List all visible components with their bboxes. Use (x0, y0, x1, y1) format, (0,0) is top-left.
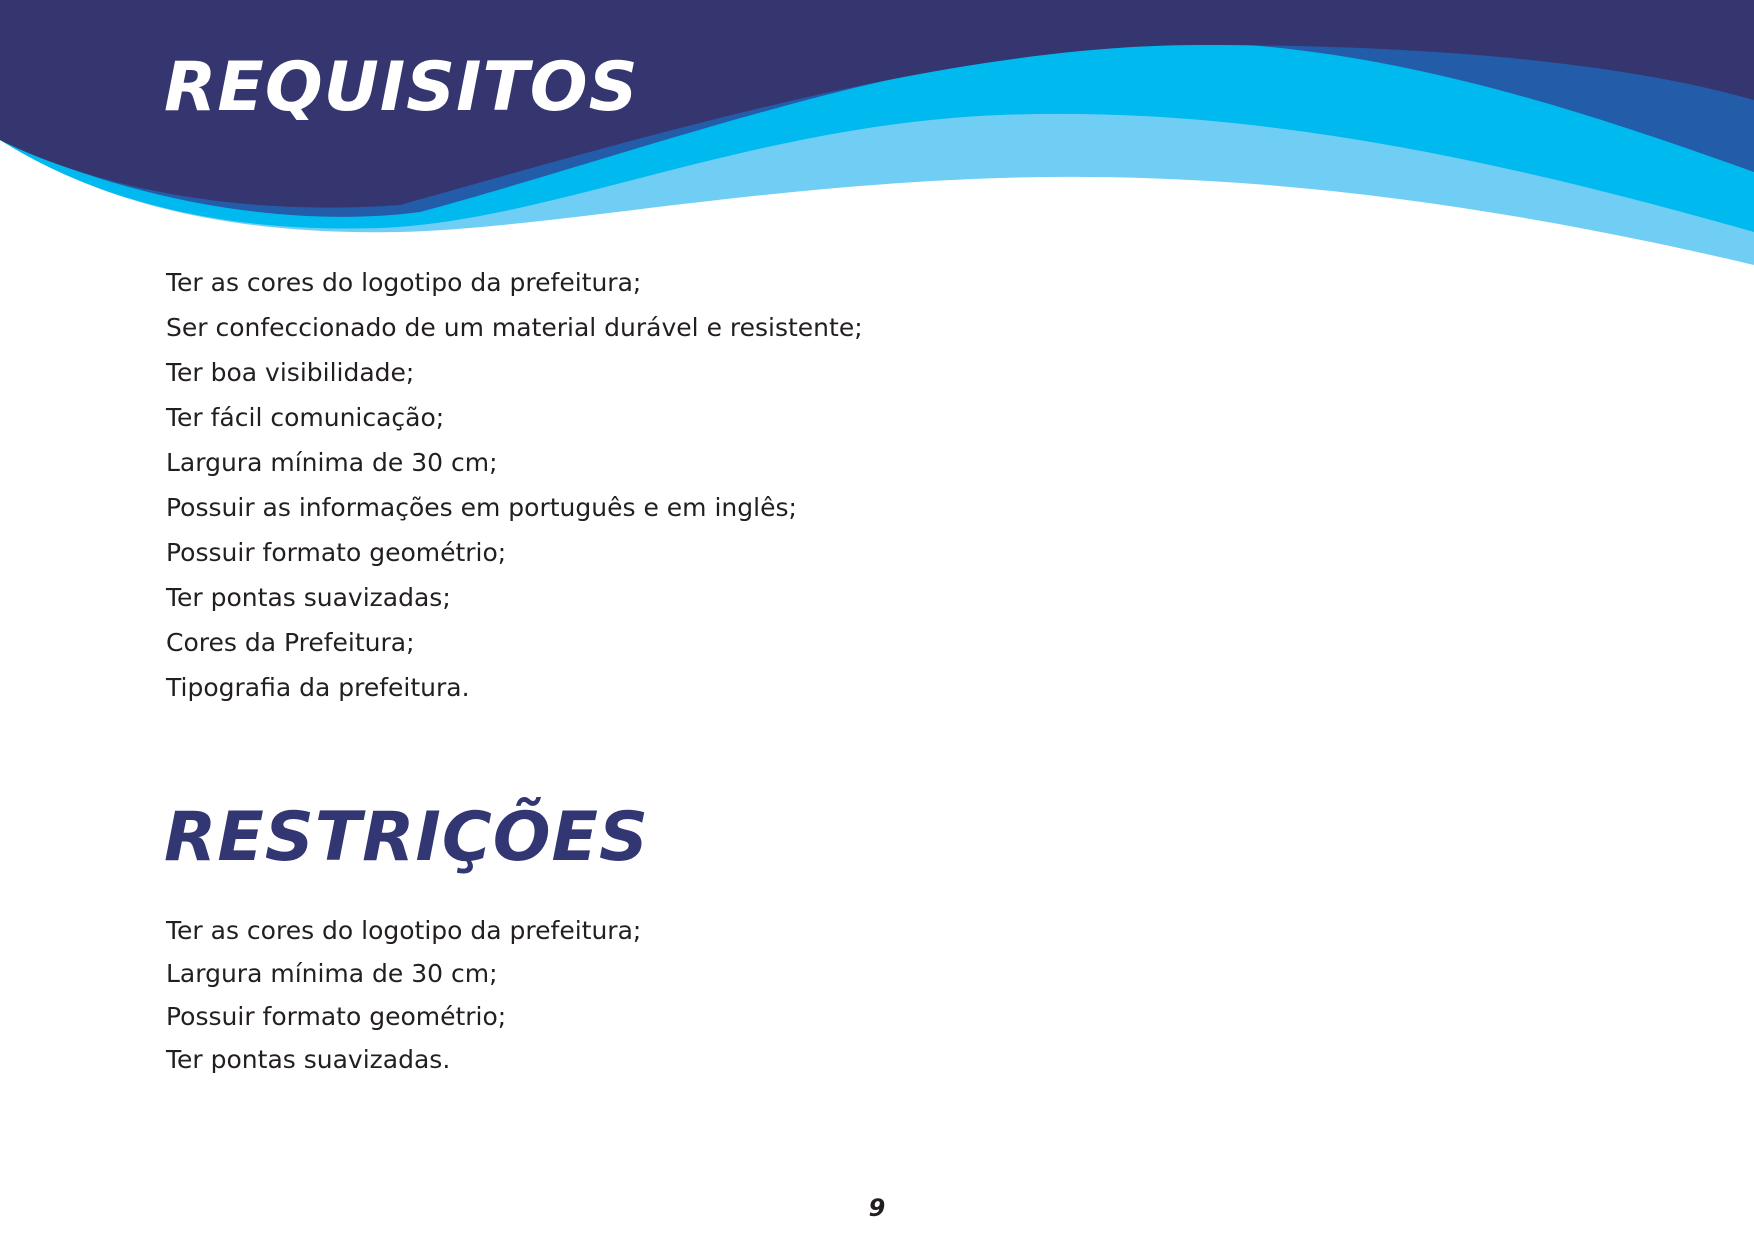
list-item: Possuir formato geométrio; (166, 1002, 507, 1031)
section-title-restricoes: RESTRIÇÕES (164, 798, 649, 877)
page-number: 9 (868, 1194, 886, 1222)
list-item: Tipografia da prefeitura. (166, 673, 470, 702)
list-item: Cores da Prefeitura; (166, 628, 415, 657)
list-item: Possuir as informações em português e em inglês; (166, 493, 797, 522)
restricoes-list (166, 911, 641, 1083)
list-item: Ter pontas suavizadas. (166, 1045, 451, 1074)
list-item: Largura mínima de 30 cm; (166, 959, 498, 988)
list-item: Ter pontas suavizadas; (166, 583, 451, 612)
list-item: Ter boa visibilidade; (166, 358, 415, 387)
requisitos-list (166, 263, 863, 713)
list-item: Ter fácil comunicação; (166, 403, 445, 432)
list-item: Possuir formato geométrio; (166, 538, 507, 567)
header-wave-banner (0, 0, 1754, 270)
list-item: Largura mínima de 30 cm; (166, 448, 498, 477)
list-item: Ter as cores do logotipo da prefeitura; (166, 916, 642, 945)
section-title-requisitos: REQUISITOS (164, 48, 639, 127)
list-item: Ser confeccionado de um material durável e resistente; (166, 313, 863, 342)
list-item: Ter as cores do logotipo da prefeitura; (166, 268, 642, 297)
